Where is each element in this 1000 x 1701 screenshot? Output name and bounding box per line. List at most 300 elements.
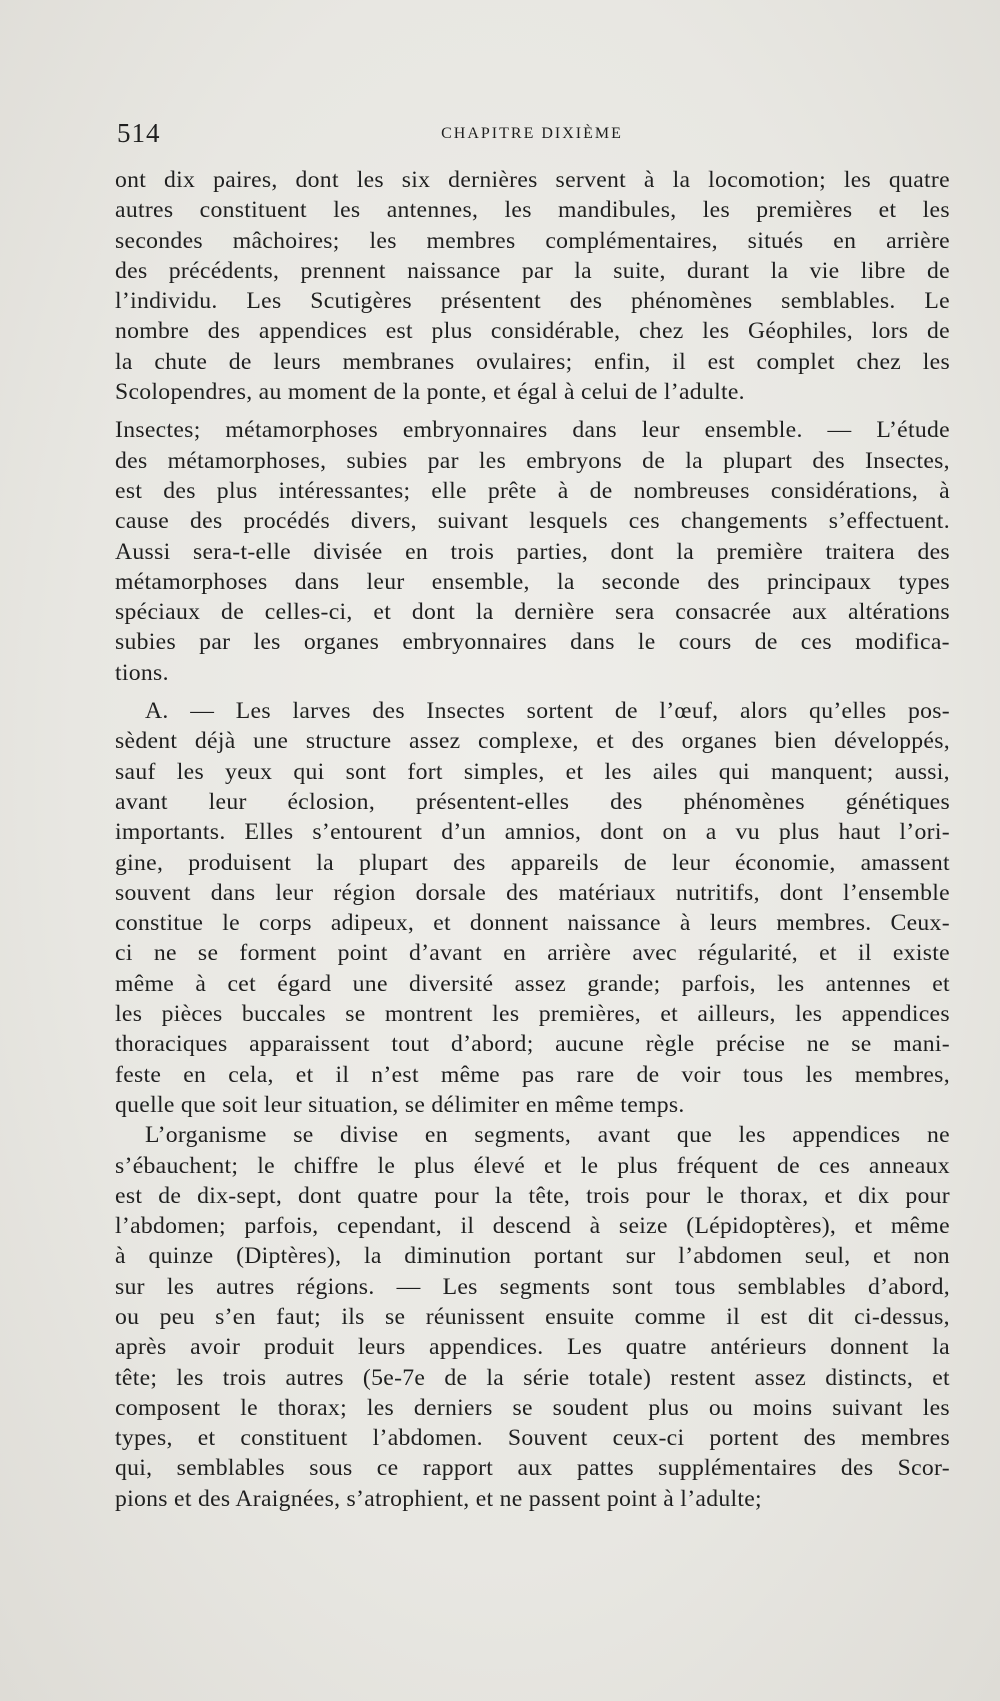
text-line <box>115 195 950 225</box>
word: l’ensemble <box>843 879 950 906</box>
word: divisée <box>313 538 383 565</box>
word: des <box>115 447 148 474</box>
word: plus <box>778 819 820 846</box>
word: tous <box>674 1273 716 1300</box>
word: plus <box>216 477 258 504</box>
word: appendices <box>841 1001 950 1028</box>
word: et <box>544 1152 562 1179</box>
text-line <box>115 878 950 908</box>
word: non <box>913 1243 950 1270</box>
word: rapport <box>422 1455 494 1482</box>
word: se <box>345 1001 366 1028</box>
word: Scor- <box>897 1455 950 1482</box>
line-text: quelle que soit leur situation, se délimiter en même temps. <box>115 1091 685 1118</box>
word: apparaissent <box>249 1031 370 1058</box>
word: ces <box>800 629 832 656</box>
word: et <box>433 910 451 937</box>
word: les <box>922 197 950 224</box>
text-line <box>115 1090 950 1120</box>
word: d’abord, <box>867 1273 950 1300</box>
word: semblables <box>176 1455 285 1482</box>
word: présentent-elles <box>415 788 570 815</box>
word: arrière <box>547 940 612 967</box>
word: portent <box>709 1425 779 1452</box>
word: sous <box>309 1455 353 1482</box>
word: est <box>707 348 735 375</box>
text-line <box>115 256 950 286</box>
text-line <box>115 1181 950 1211</box>
word: sont <box>345 758 387 785</box>
word: et <box>596 728 615 755</box>
word: faut; <box>276 1303 322 1330</box>
word: et <box>932 970 950 997</box>
word: buccales <box>241 1001 326 1028</box>
word: segments <box>499 1273 591 1300</box>
word: antérieurs <box>710 1334 807 1361</box>
text-line <box>115 908 950 938</box>
word: dix <box>164 167 196 193</box>
word: de <box>636 1061 660 1088</box>
word: montrent <box>384 1001 473 1028</box>
word: thorax, <box>739 1182 809 1209</box>
word: changements <box>680 508 808 535</box>
word: des <box>163 477 196 504</box>
word: paires, <box>213 167 278 193</box>
word: vie <box>809 257 840 284</box>
word: avant <box>115 788 168 815</box>
word: la <box>770 257 789 284</box>
word: phénomènes <box>683 788 805 815</box>
text-line <box>115 537 950 567</box>
word: modifica- <box>855 629 950 656</box>
body-text <box>115 165 950 1514</box>
word: thoraciques <box>115 1031 228 1058</box>
word: antennes <box>825 970 911 997</box>
word: avoir <box>190 1334 241 1361</box>
word: plus <box>431 318 473 345</box>
word: ne <box>806 1031 830 1058</box>
word: cours <box>678 629 732 656</box>
word: ci <box>115 940 133 967</box>
word: elle <box>431 477 467 504</box>
word: parfois, <box>681 970 756 997</box>
word: de <box>228 348 252 375</box>
word: quinze <box>148 1243 214 1270</box>
word: Le <box>924 288 950 315</box>
word: en <box>183 1061 207 1088</box>
word: naissance <box>567 910 661 937</box>
word: dernière <box>514 599 595 626</box>
word: de <box>754 629 778 656</box>
word: point <box>337 940 388 967</box>
word: pièces <box>161 1001 223 1028</box>
text-line <box>115 316 950 346</box>
word: aux <box>792 599 828 626</box>
word: à <box>557 477 569 504</box>
text-line <box>115 446 950 476</box>
word: — <box>827 417 852 444</box>
word: chez <box>638 318 684 345</box>
word: appendices. <box>429 1334 544 1361</box>
word: de <box>614 698 638 725</box>
word: appareils <box>510 849 599 876</box>
word: ensuite <box>545 1303 615 1330</box>
word: leur <box>208 788 247 815</box>
word: — <box>396 1273 421 1300</box>
word: semblables. <box>781 288 896 315</box>
word: le <box>377 1152 396 1179</box>
word: constituent <box>199 197 307 224</box>
word: diversité <box>409 970 494 997</box>
word: libre <box>860 257 906 284</box>
word: prête <box>487 477 537 504</box>
word: divise <box>340 1122 399 1149</box>
word: Les <box>442 1273 478 1300</box>
word: forment <box>239 940 317 967</box>
word: les <box>115 1001 143 1028</box>
word: ne <box>926 1122 950 1149</box>
word: plus <box>414 1152 455 1179</box>
word: moins <box>753 1394 813 1421</box>
word: spéciaux <box>115 599 201 626</box>
word: appendices <box>792 1122 901 1149</box>
word: ci-dessus, <box>854 1303 950 1330</box>
word: Insectes <box>426 698 506 725</box>
word: dans <box>572 417 617 444</box>
word: assez <box>754 1364 807 1391</box>
word: seul, <box>804 1243 851 1270</box>
word: grande; <box>587 970 661 997</box>
text-line <box>115 1211 950 1241</box>
text-line <box>115 165 950 195</box>
word: structure <box>305 728 392 755</box>
word: série <box>523 1364 570 1391</box>
word: à <box>939 477 950 504</box>
word: les <box>777 970 805 997</box>
word: ensemble, <box>431 568 530 595</box>
word: existe <box>892 940 950 967</box>
paragraph <box>115 415 950 688</box>
word: des <box>707 568 740 595</box>
word: on <box>662 819 687 846</box>
word: corps <box>259 910 312 937</box>
word: distincts, <box>825 1364 914 1391</box>
text-line <box>115 286 950 316</box>
word: Insectes; <box>115 417 201 444</box>
word: totale) <box>588 1364 652 1391</box>
word: ils <box>341 1303 365 1330</box>
word: anneaux <box>868 1152 950 1179</box>
word: cependant, <box>337 1213 442 1240</box>
word: ces <box>818 1152 851 1179</box>
word: importants. <box>115 819 226 846</box>
word: autres <box>216 1273 275 1300</box>
word: la <box>494 1182 513 1209</box>
text-line <box>115 597 950 627</box>
word: présentent <box>440 288 542 315</box>
word: les <box>176 758 204 785</box>
word: des <box>917 538 950 565</box>
word: d’abord; <box>450 1031 534 1058</box>
text-line <box>115 377 950 407</box>
word: suivant <box>832 1394 903 1421</box>
word: après <box>115 1334 167 1361</box>
word: de <box>221 599 245 626</box>
word: autres <box>285 1364 344 1391</box>
word: le <box>706 1182 725 1209</box>
word: la <box>672 167 691 193</box>
word: en <box>833 227 857 254</box>
word: Les <box>567 1334 603 1361</box>
word: la <box>475 599 494 626</box>
word: yeux <box>225 758 273 785</box>
word: est <box>760 1303 788 1330</box>
word: et <box>824 1182 843 1209</box>
word: membres, <box>854 1061 950 1088</box>
word: chute <box>154 348 208 375</box>
text-line <box>115 506 950 536</box>
word: la <box>316 849 334 876</box>
word: mandibules, <box>558 197 677 224</box>
word: l’abdomen <box>678 1243 783 1270</box>
word: sèdent <box>115 728 178 755</box>
word: les <box>369 227 397 254</box>
word: Souvent <box>507 1425 588 1452</box>
word: plus <box>648 1394 689 1421</box>
word: pas <box>521 1061 555 1088</box>
word: sur <box>625 1243 656 1270</box>
word: la <box>486 1364 505 1391</box>
word: naissance <box>407 257 501 284</box>
word: de <box>777 1152 800 1179</box>
word: peu <box>159 1303 195 1330</box>
word: consacrée <box>675 599 772 626</box>
word: quatre <box>888 167 950 193</box>
word: ceux-ci <box>612 1425 685 1452</box>
word: même <box>115 970 175 997</box>
word: Insectes, <box>864 447 950 474</box>
word: alors <box>739 698 788 725</box>
text-line <box>115 1241 950 1271</box>
word: nutritifs, <box>675 879 760 906</box>
word: le <box>637 629 656 656</box>
word: mâchoires; <box>232 227 340 254</box>
word: les <box>478 447 507 474</box>
word: règle <box>645 1031 695 1058</box>
word: L’étude <box>876 417 950 444</box>
word: sont <box>612 1273 653 1300</box>
word: en <box>503 940 527 967</box>
text-line <box>115 347 950 377</box>
text-line <box>115 726 950 756</box>
word: réunissent <box>425 1303 525 1330</box>
word: la <box>115 348 133 375</box>
word: de <box>589 477 613 504</box>
word: qui, <box>115 1455 153 1482</box>
word: L’organisme <box>145 1122 267 1149</box>
word: aucune <box>555 1031 625 1058</box>
word: adipeux, <box>330 910 415 937</box>
word: seize <box>618 1213 668 1240</box>
word: des <box>569 288 603 315</box>
word: les <box>333 197 361 224</box>
word: plupart <box>723 447 793 474</box>
word: les <box>253 629 281 656</box>
word: dont <box>779 879 824 906</box>
word: embryons <box>526 447 623 474</box>
word: complet <box>756 348 835 375</box>
word: des <box>840 1455 874 1482</box>
word: pour <box>905 1182 950 1209</box>
text-line <box>115 817 950 847</box>
word: sera <box>615 599 655 626</box>
word: feste <box>115 1061 162 1088</box>
word: assez <box>408 728 461 755</box>
word: divers, <box>350 508 417 535</box>
word: précédents, <box>168 257 280 284</box>
text-line <box>115 969 950 999</box>
word: tête; <box>115 1364 158 1391</box>
word: en <box>424 1122 448 1149</box>
word: suivant <box>437 508 509 535</box>
word: à <box>115 1243 126 1270</box>
word: membres. <box>776 910 872 937</box>
word: leurs <box>273 348 321 375</box>
text-line <box>115 567 950 597</box>
word: que <box>676 1122 713 1149</box>
word: des <box>207 318 241 345</box>
word: des <box>812 447 845 474</box>
word: phénomènes <box>631 288 753 315</box>
word: plupart <box>358 849 429 876</box>
word: membres <box>426 227 516 254</box>
word: des <box>631 728 665 755</box>
word: les <box>504 197 532 224</box>
word: dont <box>411 599 456 626</box>
word: derniers <box>413 1394 493 1421</box>
word: locomotion; <box>708 167 826 193</box>
word: il <box>857 940 872 967</box>
word: segments, <box>474 1122 572 1149</box>
word: celles-ci, <box>264 599 353 626</box>
word: dans <box>570 629 615 656</box>
word: et <box>819 940 837 967</box>
word: les <box>805 1061 833 1088</box>
word: amassent <box>860 849 950 876</box>
word: ont <box>115 167 147 193</box>
word: les <box>738 1122 766 1149</box>
word: dont <box>298 1182 342 1209</box>
word: dont <box>295 167 339 193</box>
word: a <box>705 819 717 846</box>
word: qu’elles <box>809 698 887 725</box>
word: gine, <box>115 849 164 876</box>
word: en <box>405 538 429 565</box>
text-line <box>115 1272 950 1302</box>
word: des <box>803 1425 837 1452</box>
word: égard <box>277 970 332 997</box>
word: l’individu. <box>115 288 218 315</box>
word: économie, <box>734 849 836 876</box>
word: s’en <box>215 1303 256 1330</box>
word: cela, <box>228 1061 274 1088</box>
word: et <box>878 197 897 224</box>
word: et <box>197 1425 216 1452</box>
word: (Diptères), <box>236 1243 342 1270</box>
word: plus <box>617 1152 658 1179</box>
word: Elles <box>244 819 294 846</box>
word: larves <box>292 698 351 725</box>
word: Les <box>235 698 271 725</box>
word: l’œuf, <box>659 698 719 725</box>
word: tous <box>742 1061 784 1088</box>
word: déjà <box>194 728 236 755</box>
word: (5e-7e <box>362 1364 426 1391</box>
word: il <box>672 348 686 375</box>
text-line <box>115 1363 950 1393</box>
word: organes <box>681 728 758 755</box>
word: fréquent <box>676 1152 759 1179</box>
word: membres <box>861 1425 950 1452</box>
word: constituent <box>240 1425 348 1452</box>
word: par <box>427 447 459 474</box>
word: mani- <box>893 1031 950 1058</box>
word: se <box>851 1031 872 1058</box>
word: de <box>444 1364 468 1391</box>
word: premières <box>756 197 853 224</box>
word: intéressantes; <box>278 477 411 504</box>
word: et <box>373 599 392 626</box>
word: Scutigères <box>310 288 412 315</box>
word: ces <box>628 508 660 535</box>
word: embryonnaires <box>402 417 548 444</box>
word: leur <box>671 849 710 876</box>
line-text: Scolopendres, au moment de la ponte, et égal à celui de l’adulte. <box>115 379 745 406</box>
word: considérations, <box>770 477 919 504</box>
word: haut <box>838 819 881 846</box>
word: aussi, <box>894 758 950 785</box>
word: ailleurs, <box>697 1001 776 1028</box>
word: subies <box>346 447 408 474</box>
word: leur <box>275 879 314 906</box>
word: la <box>363 1243 382 1270</box>
word: simples, <box>463 758 545 785</box>
text-line <box>115 1453 950 1483</box>
paragraph-gap <box>115 407 950 415</box>
text-line <box>115 1332 950 1362</box>
word: trois <box>450 538 495 565</box>
word: dans <box>294 568 340 595</box>
word: ou <box>115 1303 140 1330</box>
word: dorsale <box>415 879 487 906</box>
text-line <box>115 1120 950 1150</box>
word: durant <box>687 257 750 284</box>
word: les <box>843 167 872 193</box>
word: appendices <box>258 318 368 345</box>
word: les <box>604 758 632 785</box>
word: restent <box>670 1364 736 1391</box>
word: à <box>679 910 691 937</box>
word: thorax; <box>277 1394 347 1421</box>
word: semblables <box>737 1273 846 1300</box>
word: développés, <box>834 728 950 755</box>
word: le <box>222 910 240 937</box>
line-text: pions et des Araignées, s’atrophient, et ne passent point à l’adulte; <box>115 1485 762 1512</box>
word: embryonnaires <box>402 629 547 656</box>
word: amnios, <box>504 819 582 846</box>
paragraph-gap <box>115 688 950 696</box>
word: constitue <box>115 910 204 937</box>
